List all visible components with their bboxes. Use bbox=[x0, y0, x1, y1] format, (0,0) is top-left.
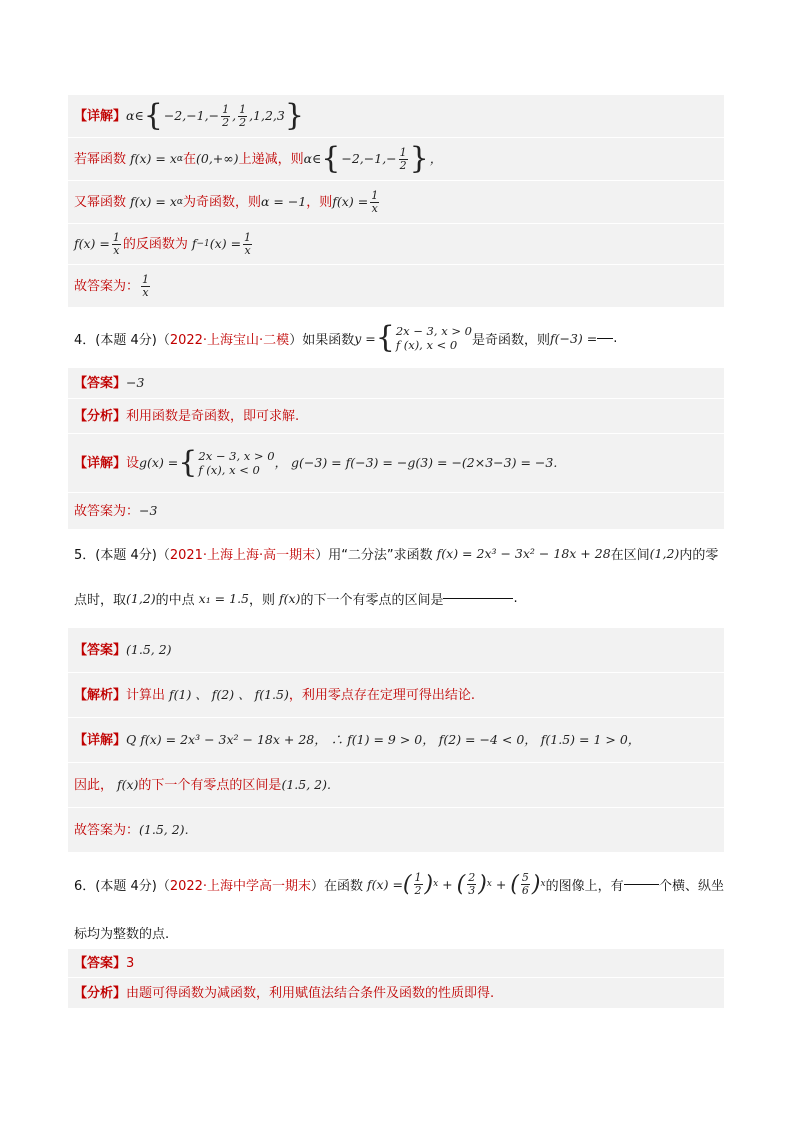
text: 标均为整数的点. bbox=[74, 926, 170, 942]
math: (0,+∞) bbox=[195, 150, 239, 166]
detail-line-4 bbox=[68, 224, 724, 265]
text: 故答案为： bbox=[74, 278, 140, 294]
detail-line-1 bbox=[68, 95, 724, 138]
solution-panel-q5 bbox=[68, 628, 724, 853]
text: 的反函数为 bbox=[122, 236, 188, 252]
fraction bbox=[467, 872, 476, 896]
detail-tag: 【详解】 bbox=[74, 108, 127, 124]
math: (1.5, 2) bbox=[139, 821, 185, 837]
plus: + bbox=[491, 876, 511, 892]
fraction bbox=[112, 232, 121, 256]
fraction bbox=[141, 274, 150, 298]
frac-num: 1 bbox=[239, 102, 247, 116]
paren-left: ( bbox=[402, 871, 412, 897]
text: 为奇函数，则 bbox=[182, 194, 261, 210]
text: ）用“二分法”求函数 bbox=[315, 547, 433, 563]
frac-den: 2 bbox=[222, 115, 230, 129]
answer-blank bbox=[624, 883, 659, 885]
case-1: 2x − 3, x > 0 bbox=[198, 448, 275, 463]
case-2: f (x), x < 0 bbox=[198, 463, 260, 477]
punct: ， bbox=[274, 454, 288, 470]
math: (1,2) bbox=[649, 545, 680, 561]
text: 计算出 bbox=[126, 687, 166, 703]
text: ，则 bbox=[306, 194, 333, 210]
detail-tag: 【详解】 bbox=[74, 732, 127, 748]
answer-tag: 【答案】 bbox=[74, 955, 127, 971]
set-part: , bbox=[232, 107, 237, 123]
math: g(−3) = f(−3) = −g(3) = −(2×3−3) = −3. bbox=[287, 454, 558, 470]
text: 若幂函数 bbox=[74, 151, 127, 167]
superscript: x bbox=[486, 879, 492, 889]
final-line bbox=[68, 808, 724, 853]
question-5-line-1 bbox=[68, 530, 724, 576]
question-4 bbox=[68, 308, 724, 368]
punct: . bbox=[326, 776, 331, 792]
text: ，利用零点存在定理可得出结论. bbox=[288, 687, 475, 703]
text: ）在函数 bbox=[311, 878, 364, 894]
answer-tag: 【答案】 bbox=[74, 375, 127, 391]
superscript: x bbox=[433, 879, 439, 889]
frac-den: x bbox=[244, 243, 251, 257]
analysis-line bbox=[68, 399, 724, 434]
question-5-line-2 bbox=[68, 576, 724, 620]
answer-blank bbox=[597, 337, 613, 339]
math: (1,2) bbox=[126, 590, 156, 606]
analysis-text: 利用函数是奇函数，即可求解. bbox=[126, 408, 300, 424]
text: 的下一个有零点的区间是 bbox=[300, 592, 444, 608]
superscript: α bbox=[176, 153, 183, 164]
punct: . bbox=[513, 590, 518, 606]
math: f(x) = bbox=[74, 235, 110, 251]
answer-tag: 【答案】 bbox=[74, 642, 127, 658]
frac-den: 6 bbox=[521, 883, 529, 897]
text: 的下一个有零点的区间是 bbox=[138, 777, 282, 793]
question-number: 5．(本题 4分)（ bbox=[74, 547, 170, 563]
math: α = −1 bbox=[260, 193, 307, 209]
math: y = bbox=[354, 330, 376, 346]
frac-num: 1 bbox=[371, 188, 379, 202]
detail-line-2 bbox=[68, 763, 724, 808]
detail-line bbox=[68, 718, 724, 763]
frac-den: 2 bbox=[399, 158, 407, 172]
question-number: 4．(本题 4分)（ bbox=[74, 332, 170, 348]
text: 点时，取 bbox=[74, 592, 127, 608]
question-source: 2022·上海宝山·二模 bbox=[169, 332, 290, 348]
fraction bbox=[399, 147, 408, 171]
superscript: x bbox=[540, 879, 546, 889]
plus: + bbox=[438, 876, 457, 892]
brace-right: } bbox=[284, 98, 304, 133]
detail-line-5 bbox=[68, 265, 724, 308]
fraction bbox=[414, 872, 423, 896]
frac-num: 2 bbox=[468, 870, 476, 884]
analysis-tag: 【解析】 bbox=[74, 687, 127, 703]
frac-den: x bbox=[371, 201, 378, 215]
text: 在 bbox=[182, 151, 196, 167]
detail-line bbox=[68, 434, 724, 493]
brace-left: { bbox=[143, 98, 163, 133]
math-alpha-in: α∈ bbox=[126, 107, 144, 123]
paren-left: ( bbox=[456, 871, 466, 897]
brace-left: { bbox=[321, 141, 341, 176]
math: f(−3) = bbox=[549, 330, 598, 346]
text: 个横、纵坐 bbox=[658, 878, 724, 894]
frac-num: 5 bbox=[521, 870, 529, 884]
fraction bbox=[238, 104, 247, 128]
frac-den: 3 bbox=[468, 883, 476, 897]
detail-line-3 bbox=[68, 181, 724, 224]
answer-line bbox=[68, 949, 724, 978]
paren-right: ) bbox=[531, 871, 541, 897]
math: Q f(x) = 2x³ − 3x² − 18x + 28， ∴ f(1) = 9 > 0， f(2) = −4 < 0， f(1.5) = 1 > 0， bbox=[126, 731, 641, 747]
punct: . bbox=[613, 330, 618, 346]
frac-den: 2 bbox=[414, 883, 422, 897]
solution-panel-q6 bbox=[68, 949, 724, 1009]
text: 故答案为： bbox=[74, 822, 140, 838]
paren-right: ) bbox=[424, 871, 434, 897]
question-number: 6．(本题 4分)（ bbox=[74, 878, 170, 894]
text: 故答案为： bbox=[74, 503, 140, 519]
math: f(x) = bbox=[363, 876, 403, 892]
fraction bbox=[370, 190, 379, 214]
solution-panel-q4 bbox=[68, 368, 724, 530]
text: 的中点 bbox=[155, 592, 195, 608]
piecewise-cases bbox=[198, 449, 274, 478]
brace-left: { bbox=[375, 320, 395, 355]
frac-num: 1 bbox=[112, 230, 120, 244]
text: 因此， bbox=[74, 777, 114, 793]
answer-line bbox=[68, 628, 724, 673]
piecewise-cases bbox=[396, 324, 472, 353]
set-part: −2,−1,− bbox=[163, 107, 220, 123]
set-part: ,1,2,3 bbox=[249, 107, 285, 123]
analysis-text: 由题可得函数为减函数，利用赋值法结合条件及函数的性质即得. bbox=[126, 985, 495, 1001]
frac-num: 1 bbox=[244, 230, 252, 244]
text: 上递减，则 bbox=[238, 151, 304, 167]
superscript: α bbox=[176, 196, 183, 207]
frac-num: 1 bbox=[222, 102, 230, 116]
question-source: 2021·上海上海·高一期末 bbox=[169, 547, 316, 563]
final-line bbox=[68, 493, 724, 530]
solution-panel-q3 bbox=[68, 95, 724, 308]
answer-blank bbox=[443, 597, 513, 599]
analysis-line bbox=[68, 978, 724, 1009]
frac-num: 1 bbox=[414, 870, 422, 884]
brace-right: } bbox=[409, 141, 429, 176]
math: x₁ = 1.5 bbox=[194, 590, 250, 606]
frac-den: x bbox=[113, 243, 120, 257]
frac-num: 1 bbox=[399, 145, 407, 159]
math: f(1) 、 f(2) 、 f(1.5) bbox=[165, 686, 289, 702]
answer-value: 3 bbox=[126, 955, 135, 971]
text: 是奇函数，则 bbox=[471, 332, 550, 348]
analysis-tag: 【分析】 bbox=[74, 408, 127, 424]
question-6-line-1 bbox=[68, 853, 724, 915]
case-2: f (x), x < 0 bbox=[395, 338, 458, 352]
answer-line bbox=[68, 368, 724, 399]
paren-left: ( bbox=[510, 871, 519, 897]
question-source: 2022·上海中学高一期末 bbox=[169, 878, 312, 894]
text: 设 bbox=[126, 455, 140, 471]
math: f(x) bbox=[275, 590, 301, 606]
punct: . bbox=[184, 821, 189, 837]
math: f(x) = bbox=[332, 193, 369, 209]
superscript: −1 bbox=[196, 238, 210, 249]
answer-value: −3 bbox=[126, 374, 145, 390]
detail-tag: 【详解】 bbox=[74, 455, 127, 471]
math: f(x) = x bbox=[126, 193, 177, 209]
detail-line-2 bbox=[68, 138, 724, 181]
math: g(x) = bbox=[139, 454, 179, 470]
math: f(x) = 2x³ − 3x² − 18x + 28 bbox=[432, 545, 611, 561]
analysis-tag: 【分析】 bbox=[74, 985, 127, 1001]
question-6-line-2 bbox=[68, 915, 724, 949]
text: ，则 bbox=[249, 592, 276, 608]
math: f bbox=[187, 235, 197, 251]
frac-den: x bbox=[142, 285, 149, 299]
text: 内的零 bbox=[679, 547, 719, 563]
text: 的图像上，有 bbox=[545, 878, 624, 894]
math: (1.5, 2) bbox=[281, 776, 327, 792]
case-1: 2x − 3, x > 0 bbox=[395, 323, 472, 338]
text: ）如果函数 bbox=[289, 332, 355, 348]
frac-den: 2 bbox=[239, 115, 247, 129]
fraction bbox=[221, 104, 230, 128]
answer-value: (1.5, 2) bbox=[126, 641, 172, 657]
frac-num: 1 bbox=[142, 272, 150, 286]
fraction bbox=[521, 872, 530, 896]
punct: ， bbox=[429, 150, 443, 166]
text: 在区间 bbox=[610, 547, 650, 563]
document-page bbox=[68, 95, 724, 1009]
fraction bbox=[243, 232, 252, 256]
math: (x) = bbox=[209, 235, 242, 251]
analysis-line bbox=[68, 673, 724, 718]
text: 又幂函数 bbox=[74, 194, 127, 210]
math: f(x) = x bbox=[126, 150, 177, 166]
brace-left: { bbox=[178, 445, 198, 480]
set-part: −2,−1,− bbox=[341, 150, 397, 166]
math: α∈ bbox=[303, 150, 322, 166]
paren-right: ) bbox=[478, 871, 487, 897]
math: f(x) bbox=[113, 776, 139, 792]
math: −3 bbox=[139, 502, 158, 518]
